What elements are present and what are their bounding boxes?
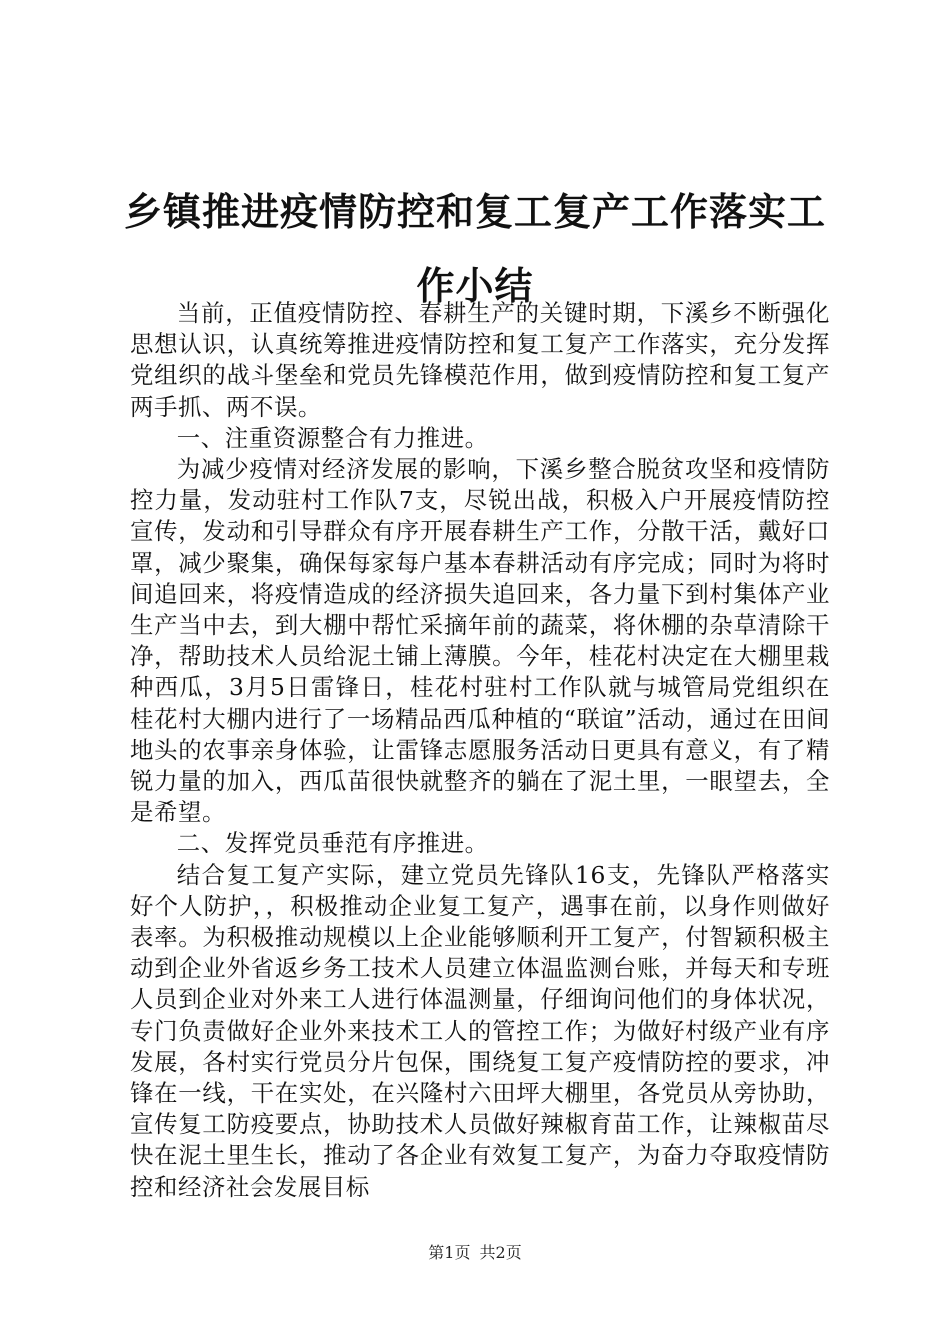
paragraph-section-1: 为减少疫情对经济发展的影响，下溪乡整合脱贫攻坚和疫情防控力量，发动驻村工作队7支，尽锐出战，积极入户开展疫情防控宣传，发动和引导群众有序开展春耕生产工作，分散干活，戴好口罩，减少聚集，确保每家每户基本春耕活动有序完成；同时为将时间追回来，将疫情造成的经济损失追回来，各力量下到村集体产业生产当中去，到大棚中帮忙采摘年前的蔬菜，将休棚的杂草清除干净，帮助技术人员给泥土铺上薄膜。今年，桂花村决定在大棚里栽种西瓜，3月5日雷锋日，桂花村驻村工作队就与城管局党组织在桂花村大棚内进行了一场精品西瓜种植的“联谊”活动，通过在田间地头的农事亲身体验，让雷锋志愿服务活动日更具有意义，有了精锐力量的加入，西瓜苗很快就整齐的躺在了泥土里，一眼望去，全是希望。 bbox=[130, 455, 830, 827]
page-total: 共2页 bbox=[479, 1243, 522, 1262]
section-heading-2: 二、发挥党员垂范有序推进。 bbox=[176, 829, 489, 858]
section-heading-1: 一、注重资源整合有力推进。 bbox=[176, 423, 489, 452]
document-title: 乡镇推进疫情防控和复工复产工作落实工作小结 bbox=[123, 190, 826, 308]
paragraph-intro: 当前，正值疫情防控、春耕生产的关键时期，下溪乡不断强化思想认识，认真统筹推进疫情防控和复工复产工作落实，充分发挥党组织的战斗堡垒和党员先锋模范作用，做到疫情防控和复工复产两手抓、两不误。 bbox=[130, 299, 830, 421]
document-body bbox=[130, 298, 830, 1203]
paragraph-section-2: 结合复工复产实际，建立党员先锋队16支，先锋队严格落实好个人防护，，积极推动企业复工复产，遇事在前，以身作则做好表率。为积极推动规模以上企业能够顺利开工复产，付智颖积极主动到企业外省返乡务工技术人员建立体温监测台账，并每天和专班人员到企业对外来工人进行体温测量，仔细询问他们的身体状况，专门负责做好企业外来技术工人的管控工作；为做好村级产业有序发展，各村实行党员分片包保，围绕复工复产疫情防控的要求，冲锋在一线，干在实处，在兴隆村六田坪大棚里，各党员从旁协助，宣传复工防疫要点，协助技术人员做好辣椒育苗工作，让辣椒苗尽快在泥土里生长，推动了各企业有效复工复产，为奋力夺取疫情防控和经济社会发展目标 bbox=[130, 860, 830, 1201]
page-number: 第1页 bbox=[428, 1243, 471, 1262]
page-footer bbox=[0, 1243, 950, 1263]
